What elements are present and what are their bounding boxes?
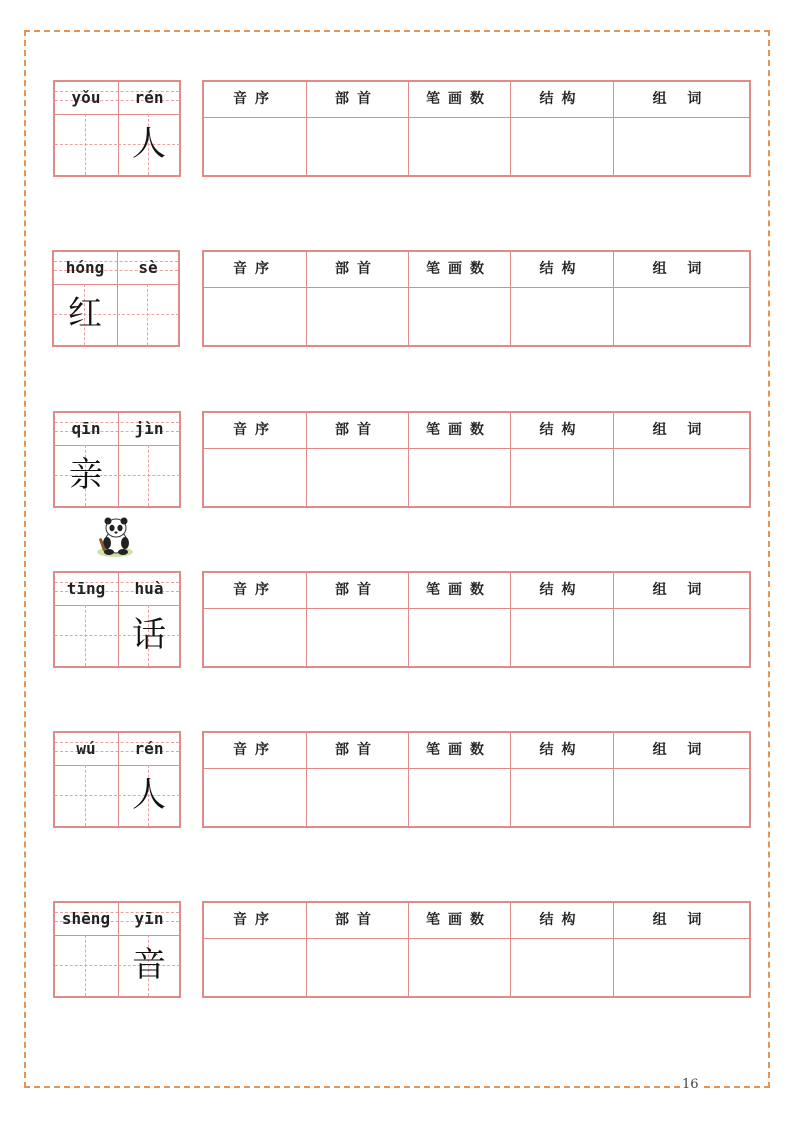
answer-cell[interactable]	[204, 449, 306, 506]
table-header-cell: 笔画数	[408, 733, 510, 769]
table-header-cell: 部首	[306, 903, 408, 939]
worksheet-row	[0, 901, 793, 1001]
hanzi-character	[55, 114, 117, 175]
answer-cell[interactable]	[613, 769, 749, 826]
table-header-cell: 音序	[204, 903, 306, 939]
pinyin-text: hóng	[65, 258, 105, 277]
answer-cell[interactable]	[613, 609, 749, 666]
pinyin-text: yīn	[134, 909, 164, 928]
character-box	[53, 731, 181, 828]
table-header-cell: 组 词	[613, 82, 749, 118]
worksheet-row	[0, 411, 793, 511]
pinyin-text: tīng	[66, 579, 106, 598]
answer-cell[interactable]	[408, 449, 510, 506]
hanzi-character: 人	[132, 775, 166, 815]
answer-cell[interactable]	[204, 288, 306, 345]
writing-cell[interactable]	[117, 284, 179, 345]
answer-cell[interactable]	[204, 609, 306, 666]
writing-cell[interactable]	[118, 765, 180, 826]
table-header-cell: 组 词	[613, 733, 749, 769]
table-header-cell: 结构	[510, 573, 613, 609]
pinyin-text: sè	[138, 258, 158, 277]
answer-cell[interactable]	[613, 939, 749, 996]
character-box	[52, 250, 180, 347]
answer-cell[interactable]	[306, 118, 408, 175]
answer-cell[interactable]	[510, 118, 613, 175]
page-number: 16	[682, 1077, 699, 1092]
pinyin-text: rén	[134, 739, 164, 758]
table-header-cell: 组 词	[613, 573, 749, 609]
pinyin-text: shēng	[61, 909, 111, 928]
hanzi-character: 话	[132, 615, 166, 655]
table-header-cell: 结构	[510, 413, 613, 449]
answer-cell[interactable]	[204, 769, 306, 826]
writing-cell[interactable]	[55, 605, 117, 666]
table-header-cell: 音序	[204, 82, 306, 118]
hanzi-character: 音	[132, 945, 166, 985]
table-header-cell: 笔画数	[408, 252, 510, 288]
table-header-cell: 结构	[510, 733, 613, 769]
table-header-cell: 结构	[510, 252, 613, 288]
answer-cell[interactable]	[613, 118, 749, 175]
pinyin-text: qīn	[71, 419, 101, 438]
writing-cell[interactable]	[118, 605, 180, 666]
table-header-cell: 部首	[306, 733, 408, 769]
table-header-cell: 部首	[306, 573, 408, 609]
character-info-table	[202, 901, 751, 998]
worksheet-row	[0, 80, 793, 180]
character-box	[53, 901, 181, 998]
hanzi-character: 亲	[69, 455, 103, 495]
table-header-cell: 组 词	[613, 413, 749, 449]
writing-cell[interactable]	[55, 114, 117, 175]
answer-cell[interactable]	[510, 288, 613, 345]
table-header-cell: 笔画数	[408, 82, 510, 118]
table-header-cell: 笔画数	[408, 413, 510, 449]
hanzi-character: 红	[68, 294, 102, 334]
table-header-cell: 部首	[306, 252, 408, 288]
writing-cell[interactable]	[118, 445, 180, 506]
answer-cell[interactable]	[510, 609, 613, 666]
answer-cell[interactable]	[510, 939, 613, 996]
character-box	[53, 571, 181, 668]
hanzi-character	[55, 765, 117, 826]
hanzi-character	[117, 284, 179, 345]
table-header-cell: 音序	[204, 733, 306, 769]
answer-cell[interactable]	[306, 449, 408, 506]
character-info-table	[202, 571, 751, 668]
table-header-cell: 结构	[510, 903, 613, 939]
writing-cell[interactable]	[118, 114, 180, 175]
table-header-cell: 音序	[204, 573, 306, 609]
answer-cell[interactable]	[408, 118, 510, 175]
answer-cell[interactable]	[613, 449, 749, 506]
table-header-cell: 部首	[306, 413, 408, 449]
hanzi-character	[55, 935, 117, 996]
answer-cell[interactable]	[306, 939, 408, 996]
answer-cell[interactable]	[306, 288, 408, 345]
table-header-cell: 部首	[306, 82, 408, 118]
answer-cell[interactable]	[204, 939, 306, 996]
table-header-cell: 组 词	[613, 903, 749, 939]
table-header-cell: 音序	[204, 252, 306, 288]
hanzi-character	[55, 605, 117, 666]
answer-cell[interactable]	[306, 769, 408, 826]
answer-cell[interactable]	[613, 288, 749, 345]
worksheet-row	[0, 250, 793, 350]
answer-cell[interactable]	[408, 288, 510, 345]
character-info-table	[202, 250, 751, 347]
writing-cell[interactable]	[55, 445, 117, 506]
table-header-cell: 笔画数	[408, 903, 510, 939]
writing-cell[interactable]	[55, 935, 117, 996]
answer-cell[interactable]	[204, 118, 306, 175]
panda-icon	[92, 514, 138, 560]
pinyin-text: wú	[76, 739, 96, 758]
table-header-cell: 组 词	[613, 252, 749, 288]
worksheet-row	[0, 571, 793, 671]
answer-cell[interactable]	[306, 609, 408, 666]
answer-cell[interactable]	[408, 939, 510, 996]
writing-cell[interactable]	[55, 765, 117, 826]
answer-cell[interactable]	[510, 449, 613, 506]
table-header-cell: 音序	[204, 413, 306, 449]
pinyin-text: rén	[134, 88, 164, 107]
hanzi-character	[118, 445, 180, 506]
writing-cell[interactable]	[54, 284, 116, 345]
answer-cell[interactable]	[510, 769, 613, 826]
worksheet-row	[0, 731, 793, 831]
answer-cell[interactable]	[408, 609, 510, 666]
table-header-cell: 笔画数	[408, 573, 510, 609]
writing-cell[interactable]	[118, 935, 180, 996]
table-header-cell: 结构	[510, 82, 613, 118]
pinyin-text: jìn	[134, 419, 164, 438]
character-info-table	[202, 80, 751, 177]
answer-cell[interactable]	[408, 769, 510, 826]
hanzi-character: 人	[132, 124, 166, 164]
character-info-table	[202, 731, 751, 828]
character-box	[53, 411, 181, 508]
character-box	[53, 80, 181, 177]
character-info-table	[202, 411, 751, 508]
pinyin-text: huà	[134, 579, 164, 598]
pinyin-text: yǒu	[71, 88, 101, 107]
